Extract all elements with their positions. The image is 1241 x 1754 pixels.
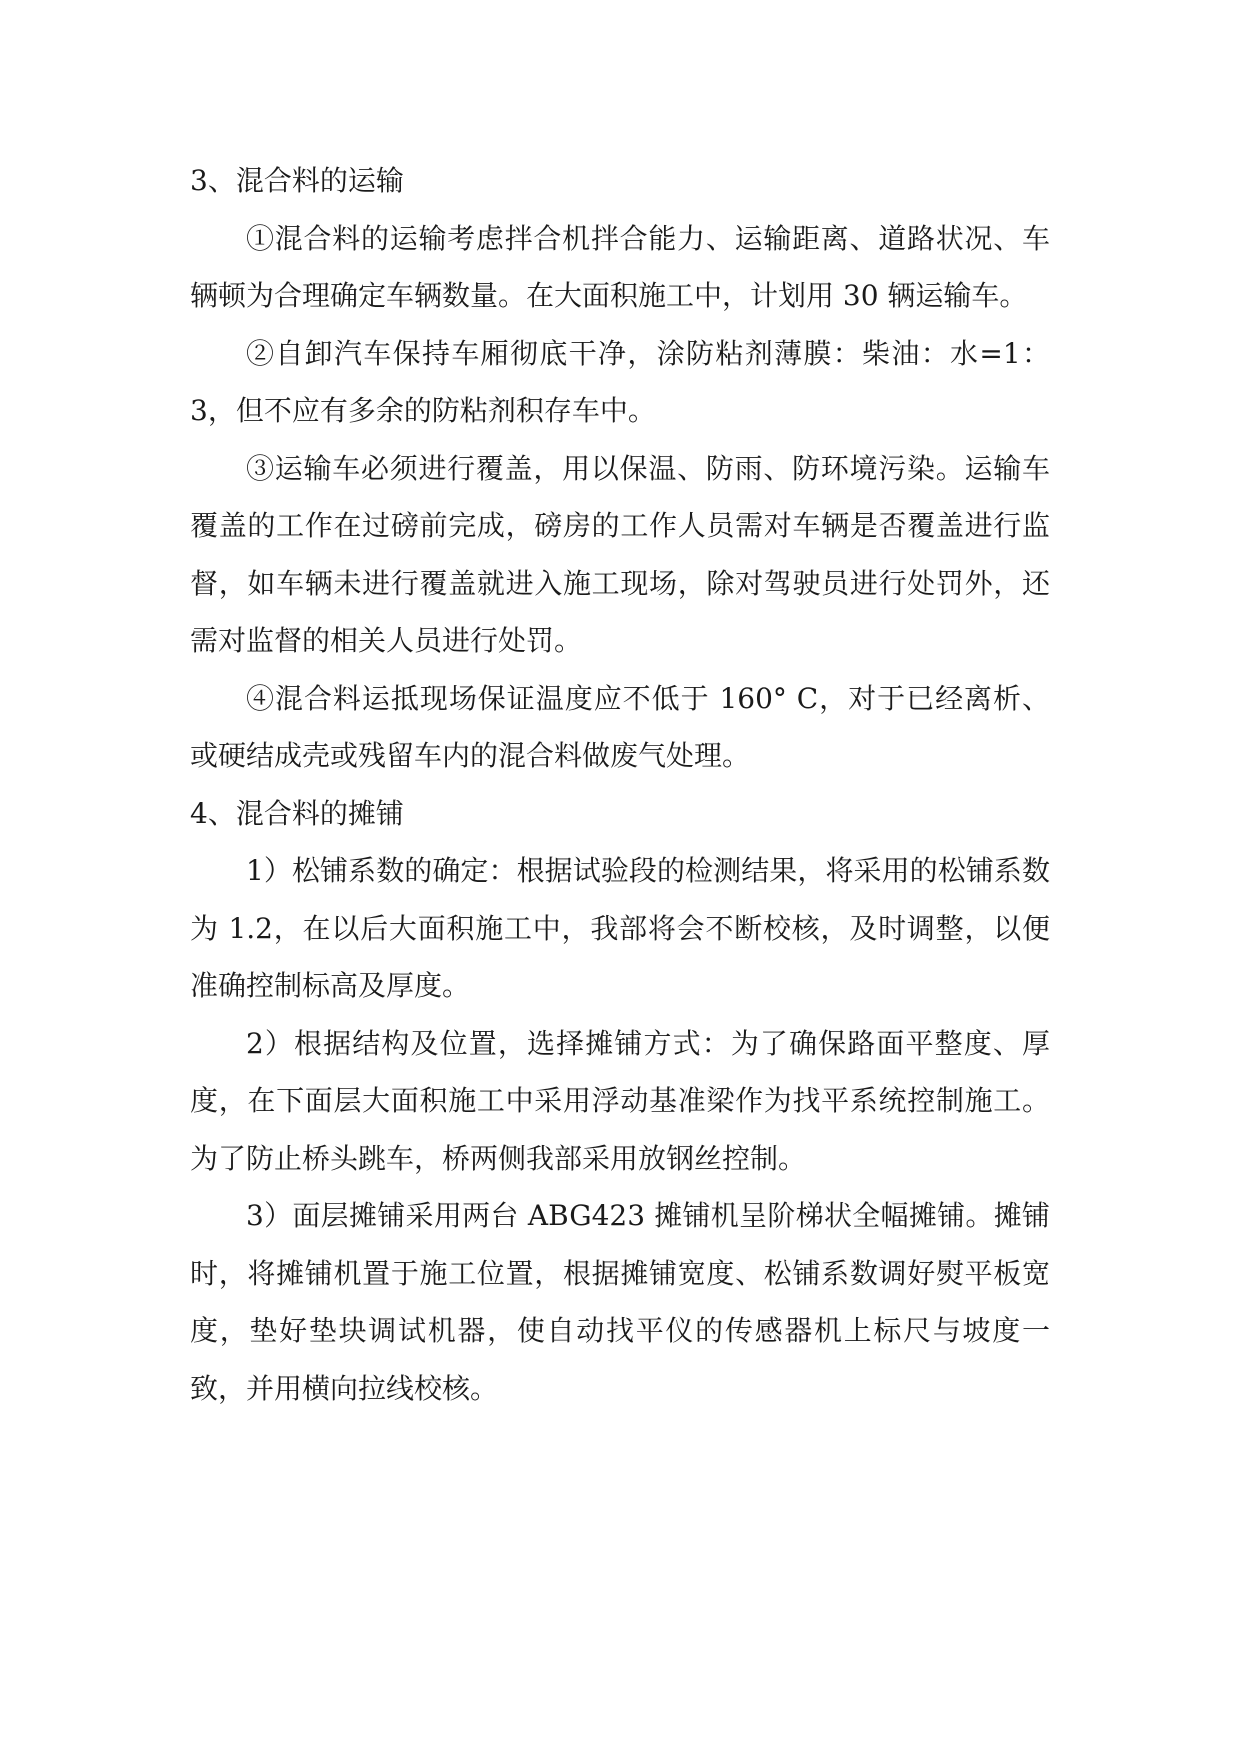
section-paving <box>190 785 1050 1418</box>
paragraph: ③运输车必须进行覆盖，用以保温、防雨、防环境污染。运输车覆盖的工作在过磅前完成，磅房的工作人员需对车辆是否覆盖进行监督，如车辆未进行覆盖就进入施工现场，除对驾驶员进行处罚外，还需对监督的相关人员进行处罚。 <box>190 451 1050 657</box>
document-body <box>190 152 1050 1417</box>
section-heading: 3、混合料的运输 <box>190 164 404 197</box>
paragraph: 3）面层摊铺采用两台 ABG423 摊铺机呈阶梯状全幅摊铺。摊铺时，将摊铺机置于施工位置，根据摊铺宽度、松铺系数调好熨平板宽度，垫好垫块调试机器，使自动找平仪的传感器机上标尺与坡度一致，并用横向拉线校核。 <box>190 1199 1050 1405</box>
paragraph: ①混合料的运输考虑拌合机拌合能力、运输距离、道路状况、车辆顿为合理确定车辆数量。在大面积施工中，计划用 30 辆运输车。 <box>190 221 1050 312</box>
section-heading: 4、混合料的摊铺 <box>190 796 404 830</box>
paragraph: ②自卸汽车保持车厢彻底干净，涂防粘剂薄膜：柴油：水=1：3，但不应有多余的防粘剂积存车中。 <box>190 336 1050 427</box>
paragraph: ④混合料运抵现场保证温度应不低于 160° C，对于已经离析、或硬结成壳或残留车内的混合料做废气处理。 <box>190 681 1050 772</box>
paragraph: 1）松铺系数的确定：根据试验段的检测结果，将采用的松铺系数为 1.2，在以后大面积施工中，我部将会不断校核，及时调整，以便准确控制标高及厚度。 <box>190 854 1050 1002</box>
section-transport <box>190 152 1050 785</box>
paragraph: 2）根据结构及位置，选择摊铺方式：为了确保路面平整度、厚度，在下面层大面积施工中采用浮动基准梁作为找平系统控制施工。为了防止桥头跳车，桥两侧我部采用放钢丝控制。 <box>190 1026 1050 1175</box>
